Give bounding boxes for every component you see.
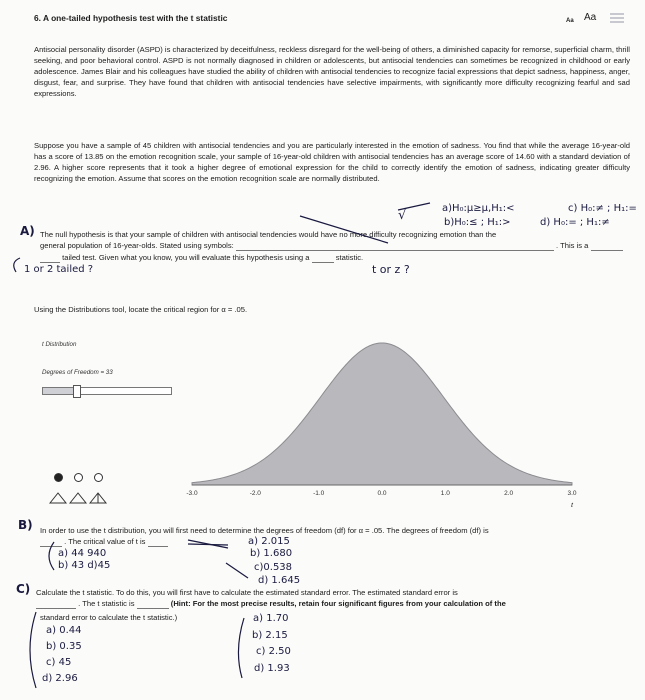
note-opt-b: b)H₀:≤ ; H₁:> (444, 217, 511, 228)
question-title: 6. A one-tailed hypothesis test with the t statistic (34, 13, 228, 23)
statistic-dropdown[interactable] (312, 253, 334, 263)
se-option-a: a) 0.44 (46, 625, 82, 636)
t-option-b: b) 2.15 (252, 630, 288, 641)
x-tick-label: -1.0 (313, 490, 325, 497)
part-c-label: C) (16, 582, 31, 596)
t-distribution-plot[interactable] (172, 335, 592, 515)
x-tick-label: 3.0 (567, 490, 577, 497)
radio-left-tailed[interactable] (74, 473, 83, 482)
part-a-line3-start: tailed test. Given what you know, you will evaluate this hypothesis using a (62, 253, 310, 262)
brace-c (30, 612, 36, 688)
df-label: Degrees of Freedom = 33 (42, 369, 113, 376)
df-slider[interactable] (42, 387, 172, 395)
t-statistic-dropdown[interactable] (137, 599, 169, 609)
se-option-c: c) 45 (46, 657, 72, 668)
se-option-b: b) 0.35 (46, 641, 82, 652)
df-options-2: b) 43 d)45 (58, 560, 111, 571)
part-a-line2-end: . This is a (556, 241, 589, 250)
critical-value-dropdown[interactable] (148, 537, 168, 547)
x-tick-label: -2.0 (249, 490, 261, 497)
font-decrease-button[interactable]: Aa (566, 18, 574, 24)
hint-text: (Hint: For the most precise results, retain four significant figures from your calculation of the (170, 599, 506, 608)
part-c-line3: standard error to calculate the t statistic.) (40, 613, 178, 622)
radio-two-tailed[interactable] (54, 473, 63, 482)
part-a-line2-start: general population of 16-year-olds. Stated using symbols: (40, 241, 234, 250)
part-a-line1: The null hypothesis is that your sample of children with antisocial tendencies would have no more difficulty recognizing emotion than the (40, 230, 497, 239)
menu-lines-icon[interactable] (610, 13, 624, 25)
df-slider-fill (43, 388, 76, 394)
x-tick-label: 2.0 (504, 490, 514, 497)
part-b-label: B) (18, 518, 33, 532)
brace-a (14, 258, 20, 272)
brace-c2 (238, 618, 244, 678)
arrow-b3 (226, 563, 248, 578)
arrow-b2 (188, 540, 228, 548)
x-tick-label: 0.0 (377, 490, 387, 497)
widget-instruction: Using the Distributions tool, locate the critical region for α = .05. (34, 305, 248, 314)
check-mark: √ (398, 208, 407, 223)
radio-right-tailed[interactable] (94, 473, 103, 482)
t-option-a: a) 1.70 (253, 613, 289, 624)
intro-paragraph: Antisocial personality disorder (ASPD) is characterized by deceitfulness, reckless disregard for the well-being of others, a diminished capacity for remorse, superficial charm, thrill seeking, and poor behavioral control. ASPD is not normally diagnosed in children or adolescents, but antisocial tendencies can sometimes be recognized in childhood or early adolescence. James Blair and his colleagues have studied the ability of children with antisocial tendencies to recognize facial expressions that depict sadness, happiness, anger, disgust, fear, and surprise. They have found that children with antisocial tendencies have selective impairments, with significantly more difficulty recognizing fearful and sad expressions. (34, 45, 630, 98)
scenario-paragraph: Suppose you have a sample of 45 children with antisocial tendencies and you are particularly interested in the emotion of sadness. You find that while the average 16-year-old has a score of 13.85 on the emotion recognition scale, your sample of 16-year-old children with antisocial tendencies has an average score of 14.60 with a standard deviation of 2.96. A higher score represents that it took a higher degree of emotional expression for the child to correctly identify the emotion of sadness, indicating greater difficulty recognizing the emotion. Assume that scores on the emotion recognition scale are normally distributed. (34, 141, 630, 183)
tail-type-icons (48, 491, 118, 505)
note-opt-a: a)H₀:μ≥μ,H₁:< (442, 203, 515, 214)
t-option-d: d) 1.93 (254, 663, 290, 674)
cv-option-b: b) 1.680 (250, 548, 293, 559)
x-tick-label: 1.0 (440, 490, 450, 497)
df-options-1: a) 44 940 (58, 548, 107, 559)
cv-option-d: d) 1.645 (258, 575, 301, 586)
distribution-tool (34, 335, 630, 515)
df-slider-thumb[interactable] (73, 385, 81, 398)
note-opt-c: c) H₀:≠ ; H₁:= (568, 203, 637, 214)
two-tailed-icon (50, 493, 66, 503)
t-density-area (192, 343, 572, 485)
tail-dropdown-top[interactable] (591, 241, 623, 251)
cv-option-a: a) 2.015 (248, 536, 290, 547)
font-increase-button[interactable]: Aa (584, 12, 597, 23)
part-c-line2: . The t statistic is (78, 599, 135, 608)
tail-note: 1 or 2 tailed ? (24, 264, 94, 275)
x-tick-label: -3.0 (186, 490, 198, 497)
part-b-line1: In order to use the t distribution, you will first need to determine the degrees of freedom (df) for α = .05. The degrees of freedom (df) is (40, 526, 489, 535)
tail-dropdown[interactable] (40, 253, 60, 263)
right-tailed-icon (90, 493, 106, 503)
hypothesis-dropdown[interactable] (236, 241, 554, 251)
part-b-line2: . The critical value of t is (64, 537, 146, 546)
part-c-line1: Calculate the t statistic. To do this, you will first have to calculate the estimated standard error. The estimated standard error is (36, 588, 458, 597)
note-opt-d: d) H₀:= ; H₁:≠ (540, 217, 610, 228)
part-a-line3-end: statistic. (335, 253, 364, 262)
left-tailed-icon (70, 493, 86, 503)
se-option-d: d) 2.96 (42, 673, 78, 684)
cv-option-c: c)0.538 (254, 562, 293, 573)
df-dropdown[interactable] (40, 537, 62, 547)
arrow-b1 (188, 544, 228, 545)
standard-error-dropdown[interactable] (36, 599, 76, 609)
x-axis-label: t (571, 502, 573, 509)
t-option-c: c) 2.50 (256, 646, 291, 657)
part-a-label: A) (20, 224, 35, 238)
stat-note: t or z ? (372, 263, 410, 276)
panel-title: t Distribution (42, 341, 77, 348)
